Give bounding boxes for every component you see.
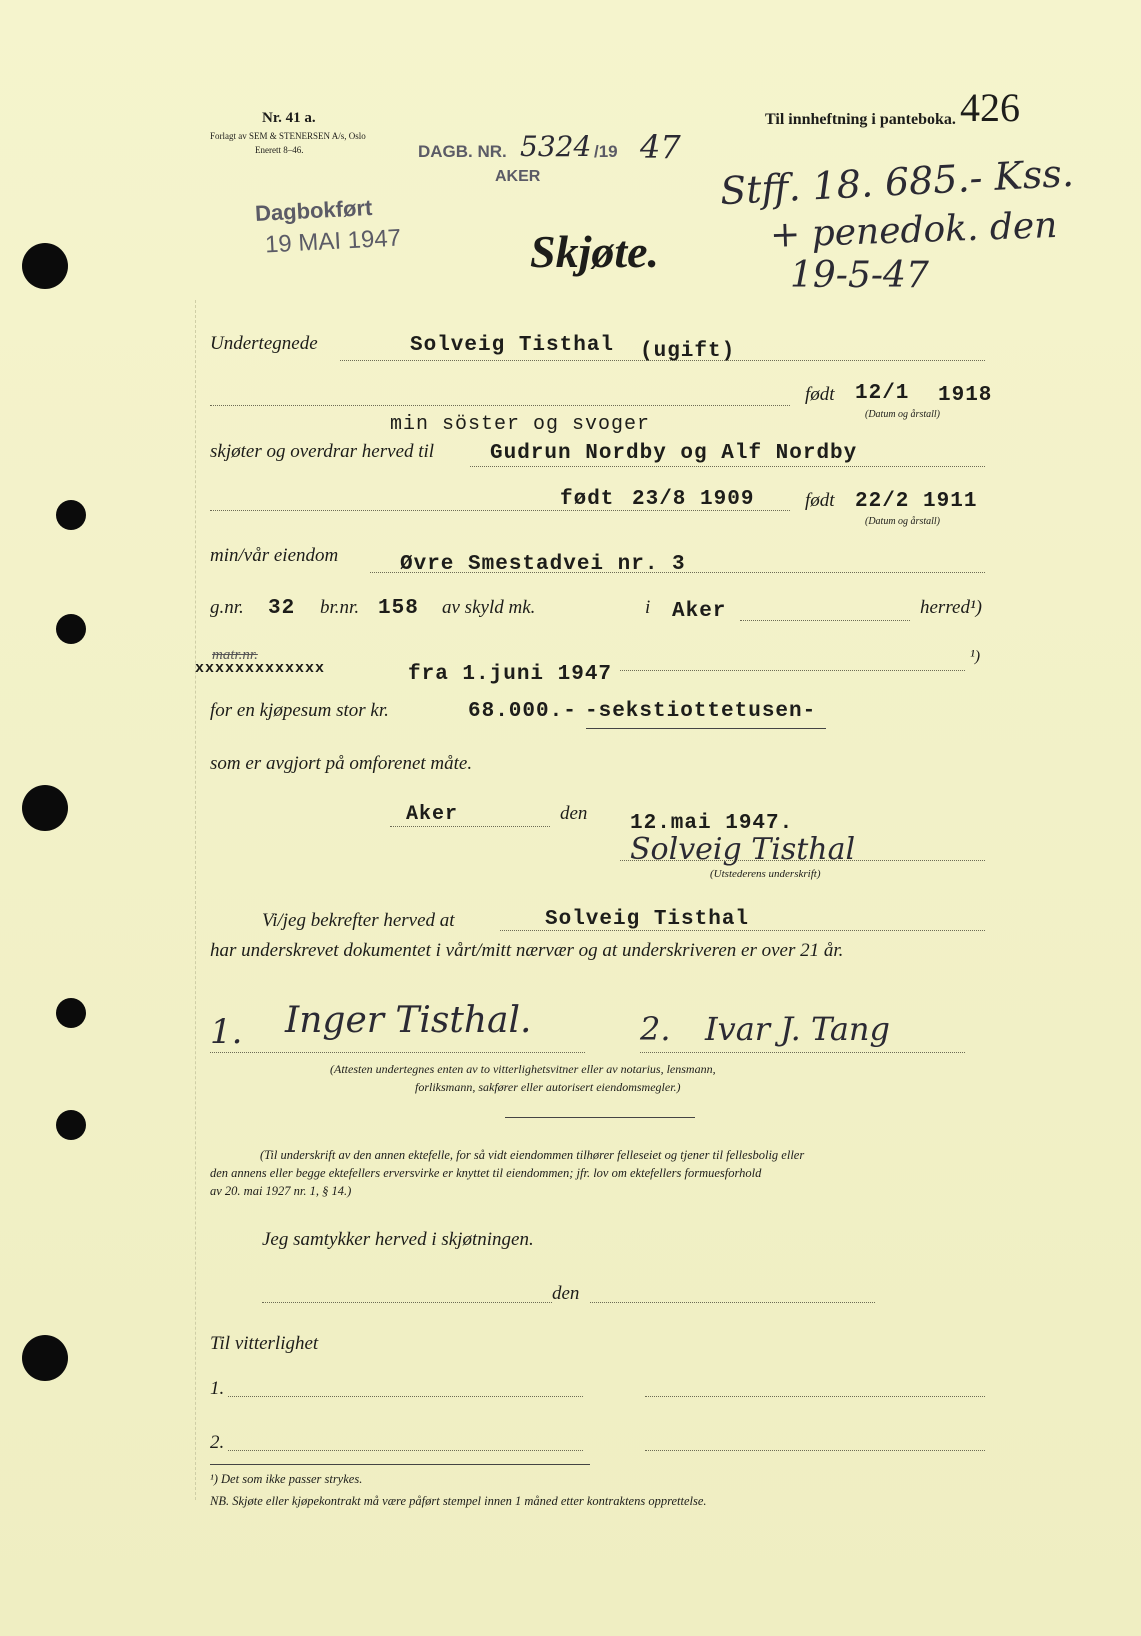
dagb-year-prefix: /19 [594, 142, 618, 161]
footnote-nb: NB. Skjøte eller kjøpekontrakt må være påført stempel innen 1 måned etter kontraktens opprettelse. [210, 1494, 707, 1508]
received-stamp-line1: Dagbokført [254, 194, 373, 227]
property-address: Øvre Smestadvei nr. 3 [400, 553, 686, 576]
dotted-line [210, 1052, 585, 1053]
spouse-consent: Jeg samtykker herved i skjøtningen. [262, 1229, 534, 1250]
dotted-line [645, 1396, 985, 1397]
price-words: -sekstiottetusen- [585, 700, 817, 723]
dagb-year: 47 [640, 128, 681, 166]
dotted-line [228, 1396, 583, 1397]
witness2-number: 2. [640, 1010, 671, 1048]
vitterlighet-2: 2. [210, 1432, 225, 1453]
witness1-signature: Inger Tisthal. [285, 1000, 532, 1041]
transfer-label: skjøter og overdrar herved til [210, 441, 435, 462]
attest-note-1: (Attesten undertegnes enten av to vitterlighetsvitner eller av notarius, lensmann, [330, 1062, 716, 1076]
spouse-note-1: (Til underskrift av den annen ektefelle, for så vidt eiendommen tilhører felleseiet og tjener til fellesbolig eller [260, 1148, 805, 1162]
document-title: Skjøte. [530, 226, 660, 277]
punch-hole [22, 785, 68, 831]
signature-hint: (Utstederens underskrift) [710, 868, 821, 880]
dagb-label: DAGB. NR. [418, 142, 507, 161]
margin-note-line3: 19-5-47 [790, 255, 929, 296]
dotted-line [640, 1052, 965, 1053]
i-label: i [645, 597, 651, 618]
seller-datum-hint: (Datum og årstall) [865, 409, 940, 420]
attest-text: har underskrevet dokumentet i vårt/mitt nærvær og at underskriveren er over 21 år. [210, 940, 844, 961]
punch-hole [56, 614, 86, 644]
dagb-number: 5324 [520, 130, 592, 163]
matr-footref: ¹) [970, 648, 981, 665]
seller-label: Undertegnede [210, 333, 318, 354]
dotted-line [210, 405, 790, 406]
property-label: min/vår eiendom [210, 545, 339, 566]
dotted-line [470, 466, 985, 467]
vitterlighet-1: 1. [210, 1378, 225, 1399]
herred-label: herred¹) [920, 597, 982, 618]
publisher: Forlagt av SEM & STENERSEN A/s, Oslo [210, 131, 366, 141]
footnote-1: ¹) Det som ikke passer strykes. [210, 1472, 363, 1486]
seller-name: Solveig Tisthal [410, 334, 615, 357]
signing-den-label: den [560, 803, 588, 824]
punch-hole [22, 243, 68, 289]
price-underline [586, 728, 826, 729]
spouse-note-3: av 20. mai 1927 nr. 1, § 14.) [210, 1184, 352, 1198]
price-label: for en kjøpesum stor kr. [210, 700, 389, 721]
transfer-relation: min söster og svoger [390, 413, 651, 436]
matr-struck: xxxxxxxxxxxxx [195, 660, 326, 677]
buyer-names: Gudrun Nordby og Alf Nordby [490, 442, 858, 465]
seller-status: (ugift) [640, 340, 736, 363]
received-stamp-date: 19 MAI 1947 [264, 224, 402, 259]
margin-note-line2: + penedok. den [769, 204, 1059, 257]
buyer2-born-label: født [805, 490, 835, 511]
dotted-line [590, 1302, 875, 1303]
buyer1-born-date: 23/8 1909 [632, 488, 755, 511]
section-divider [505, 1117, 695, 1118]
gnr-label: g.nr. [210, 597, 244, 618]
brnr-value: 158 [378, 597, 419, 620]
seller-signature: Solveig Tisthal [630, 832, 856, 867]
signing-date: 12.mai 1947. [630, 812, 794, 835]
attest-name: Solveig Tisthal [545, 908, 750, 931]
gnr-value: 32 [268, 597, 296, 620]
witness2-signature: Ivar J. Tang [705, 1010, 890, 1048]
spouse-den-label: den [552, 1283, 580, 1304]
margin-note-line1: Stff. 18. 685.- Kss. [719, 150, 1075, 214]
punch-hole [22, 1335, 68, 1381]
attest-note-2: forliksmann, sakfører eller autorisert eiendomsmegler.) [415, 1080, 681, 1094]
skyld-label: av skyld mk. [442, 597, 536, 618]
dotted-line [390, 826, 550, 827]
dotted-line [620, 670, 965, 671]
signing-place: Aker [406, 803, 459, 826]
witness1-number: 1. [210, 1012, 243, 1052]
seller-born-label: født [805, 384, 835, 405]
brnr-label: br.nr. [320, 597, 360, 618]
dotted-line [645, 1450, 985, 1451]
form-number: Nr. 41 a. [262, 110, 316, 126]
buyer2-born-date: 22/2 1911 [855, 490, 978, 513]
price-amount: 68.000.- [468, 700, 577, 723]
spouse-note-2: den annens eller begge ektefellers erversvirke er knyttet til eiendommen; jfr. lov om ektefellers formuesforhold [210, 1166, 762, 1180]
dotted-line [228, 1450, 583, 1451]
price-settled: som er avgjort på omforenet måte. [210, 753, 473, 774]
attest-prefix: Vi/jeg bekrefter herved at [262, 910, 455, 931]
buyer1-born-label: født [560, 488, 615, 511]
publisher-sub: Enerett 8–46. [255, 145, 304, 155]
page-number: 426 [960, 85, 1020, 130]
property-from-date: fra 1.juni 1947 [408, 663, 613, 686]
dotted-line [262, 1302, 552, 1303]
punch-hole [56, 998, 86, 1028]
dotted-line [740, 620, 910, 621]
matr-label: matr.nr. [212, 647, 258, 663]
transfer-datum-hint: (Datum og årstall) [865, 516, 940, 527]
punch-hole [56, 1110, 86, 1140]
dagb-place: AKER [495, 168, 541, 185]
herred-value: Aker [672, 600, 727, 623]
seller-born-year: 1918 [938, 384, 993, 407]
seller-born-date: 12/1 [855, 382, 910, 405]
vitterlighet-label: Til vitterlighet [210, 1333, 319, 1354]
margin-line [195, 300, 196, 1500]
footnote-divider [210, 1464, 590, 1465]
binding-note: Til innheftning i panteboka. [765, 111, 956, 128]
dotted-line [620, 860, 985, 861]
punch-hole [56, 500, 86, 530]
